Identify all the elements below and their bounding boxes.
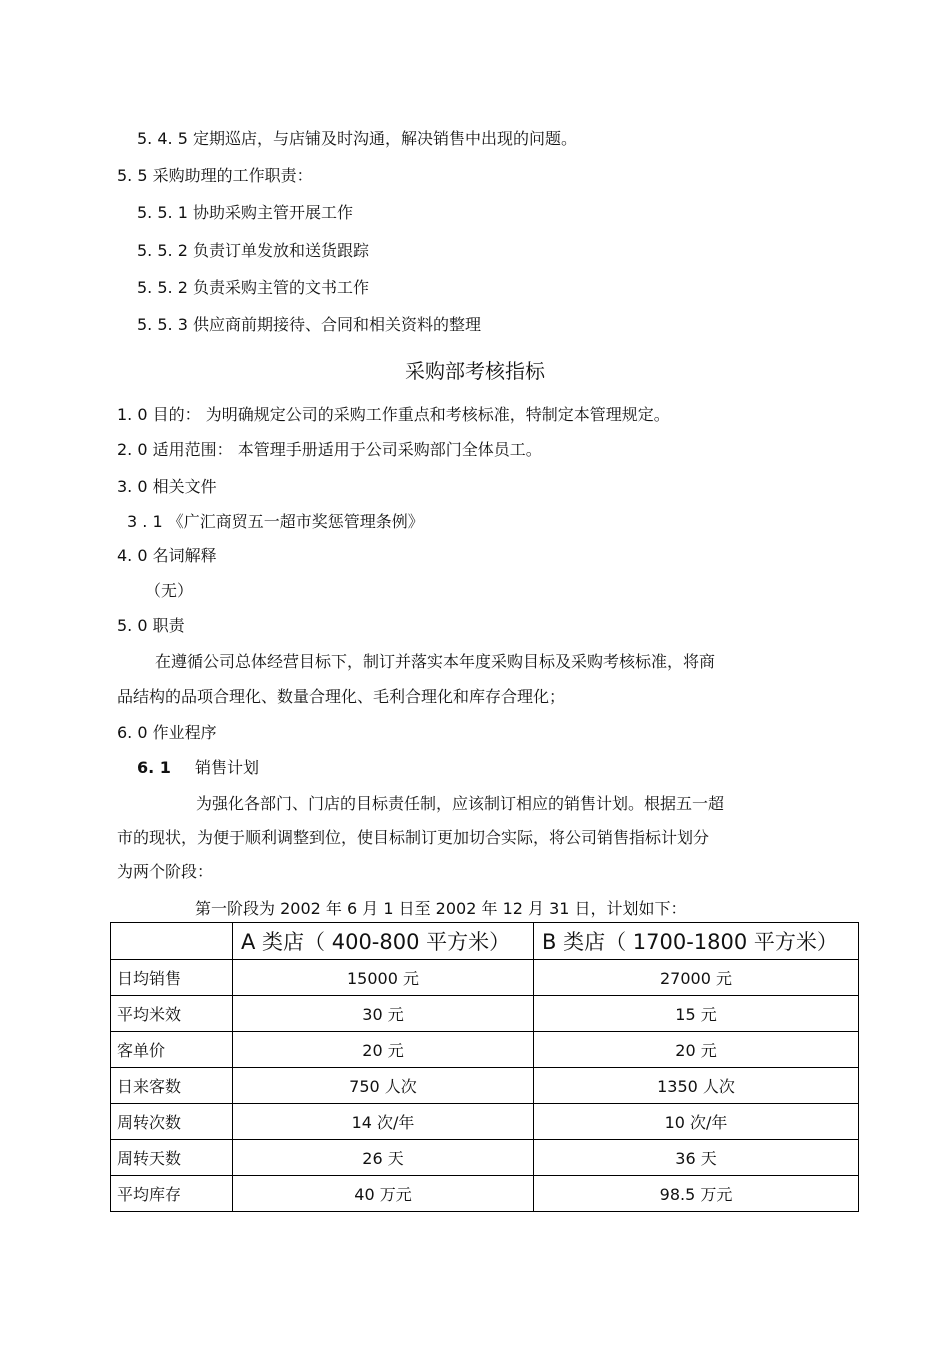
sales-plan-table — [110, 922, 859, 1212]
a-store-value: 20 元 — [233, 1032, 534, 1068]
document-title: 采购部考核指标 — [405, 359, 545, 383]
a-store-value: 26 天 — [233, 1140, 534, 1176]
section-4-definitions: 4. 0 名词解释 — [117, 546, 217, 565]
phase-1-caption: 第一阶段为 2002 年 6 月 1 日至 2002 年 12 月 31 日，计划如下： — [195, 899, 687, 918]
b-store-value: 98.5 万元 — [534, 1176, 859, 1212]
section-6-1-paragraph-line-1: 为强化各部门、门店的目标责任制，应该制订相应的销售计划。根据五一超 — [196, 794, 725, 813]
table-row — [111, 1068, 859, 1104]
row-label: 日来客数 — [111, 1068, 233, 1104]
header-cell-b-store: B 类店（ 1700-1800 平方米） — [534, 923, 859, 960]
section-5-duties: 5. 0 职责 — [117, 616, 185, 635]
clause-5-4-5: 5. 4. 5 定期巡店，与店铺及时沟通，解决销售中出现的问题。 — [137, 129, 577, 148]
clause-5-5-heading: 5. 5 采购助理的工作职责： — [117, 166, 313, 185]
b-store-value: 36 天 — [534, 1140, 859, 1176]
clause-5-5-3: 5. 5. 3 供应商前期接待、合同和相关资料的整理 — [137, 315, 481, 334]
table-row — [111, 1140, 859, 1176]
header-cell-a-store: A 类店（ 400-800 平方米） — [233, 923, 534, 960]
clause-5-5-1: 5. 5. 1 协助采购主管开展工作 — [137, 203, 353, 222]
b-store-value: 10 次/年 — [534, 1104, 859, 1140]
table-row — [111, 1032, 859, 1068]
clause-5-5-2-clerical: 5. 5. 2 负责采购主管的文书工作 — [137, 278, 369, 297]
row-label: 平均米效 — [111, 996, 233, 1032]
header-cell-empty — [111, 923, 233, 960]
a-store-value: 40 万元 — [233, 1176, 534, 1212]
a-store-value: 15000 元 — [233, 960, 534, 996]
a-store-value: 30 元 — [233, 996, 534, 1032]
row-label: 周转次数 — [111, 1104, 233, 1140]
section-5-paragraph-line-2: 品结构的品项合理化、数量合理化、毛利合理化和库存合理化； — [117, 687, 566, 706]
section-2-scope: 2. 0 适用范围： 本管理手册适用于公司采购部门全体员工。 — [117, 440, 542, 459]
b-store-value: 27000 元 — [534, 960, 859, 996]
a-store-value: 750 人次 — [233, 1068, 534, 1104]
b-store-value: 20 元 — [534, 1032, 859, 1068]
table-row — [111, 960, 859, 996]
section-6-1-paragraph-line-2: 市的现状，为便于顺利调整到位，使目标制订更加切合实际，将公司销售指标计划分 — [117, 828, 710, 847]
row-label: 客单价 — [111, 1032, 233, 1068]
table-row — [111, 1104, 859, 1140]
table-header-row — [111, 923, 859, 960]
section-3-documents: 3. 0 相关文件 — [117, 477, 217, 496]
section-3-1-regulation: 3 . 1 《广汇商贸五一超市奖惩管理条例》 — [127, 512, 424, 531]
section-4-none-note: （无） — [145, 581, 194, 600]
section-6-1-number: 6. 1 — [137, 758, 171, 777]
b-store-value: 15 元 — [534, 996, 859, 1032]
clause-5-5-2-orders: 5. 5. 2 负责订单发放和送货跟踪 — [137, 241, 369, 260]
table-row — [111, 996, 859, 1032]
section-5-paragraph-line-1: 在遵循公司总体经营目标下，制订并落实本年度采购目标及采购考核标准，将商 — [155, 652, 716, 671]
table-row — [111, 1176, 859, 1212]
row-label: 平均库存 — [111, 1176, 233, 1212]
row-label: 日均销售 — [111, 960, 233, 996]
row-label: 周转天数 — [111, 1140, 233, 1176]
section-6-procedure: 6. 0 作业程序 — [117, 723, 217, 742]
b-store-value: 1350 人次 — [534, 1068, 859, 1104]
section-6-1-label: 销售计划 — [195, 758, 260, 777]
section-6-1-paragraph-line-3: 为两个阶段： — [117, 862, 214, 881]
section-1-purpose: 1. 0 目的： 为明确规定公司的采购工作重点和考核标准，特制定本管理规定。 — [117, 405, 670, 424]
a-store-value: 14 次/年 — [233, 1104, 534, 1140]
